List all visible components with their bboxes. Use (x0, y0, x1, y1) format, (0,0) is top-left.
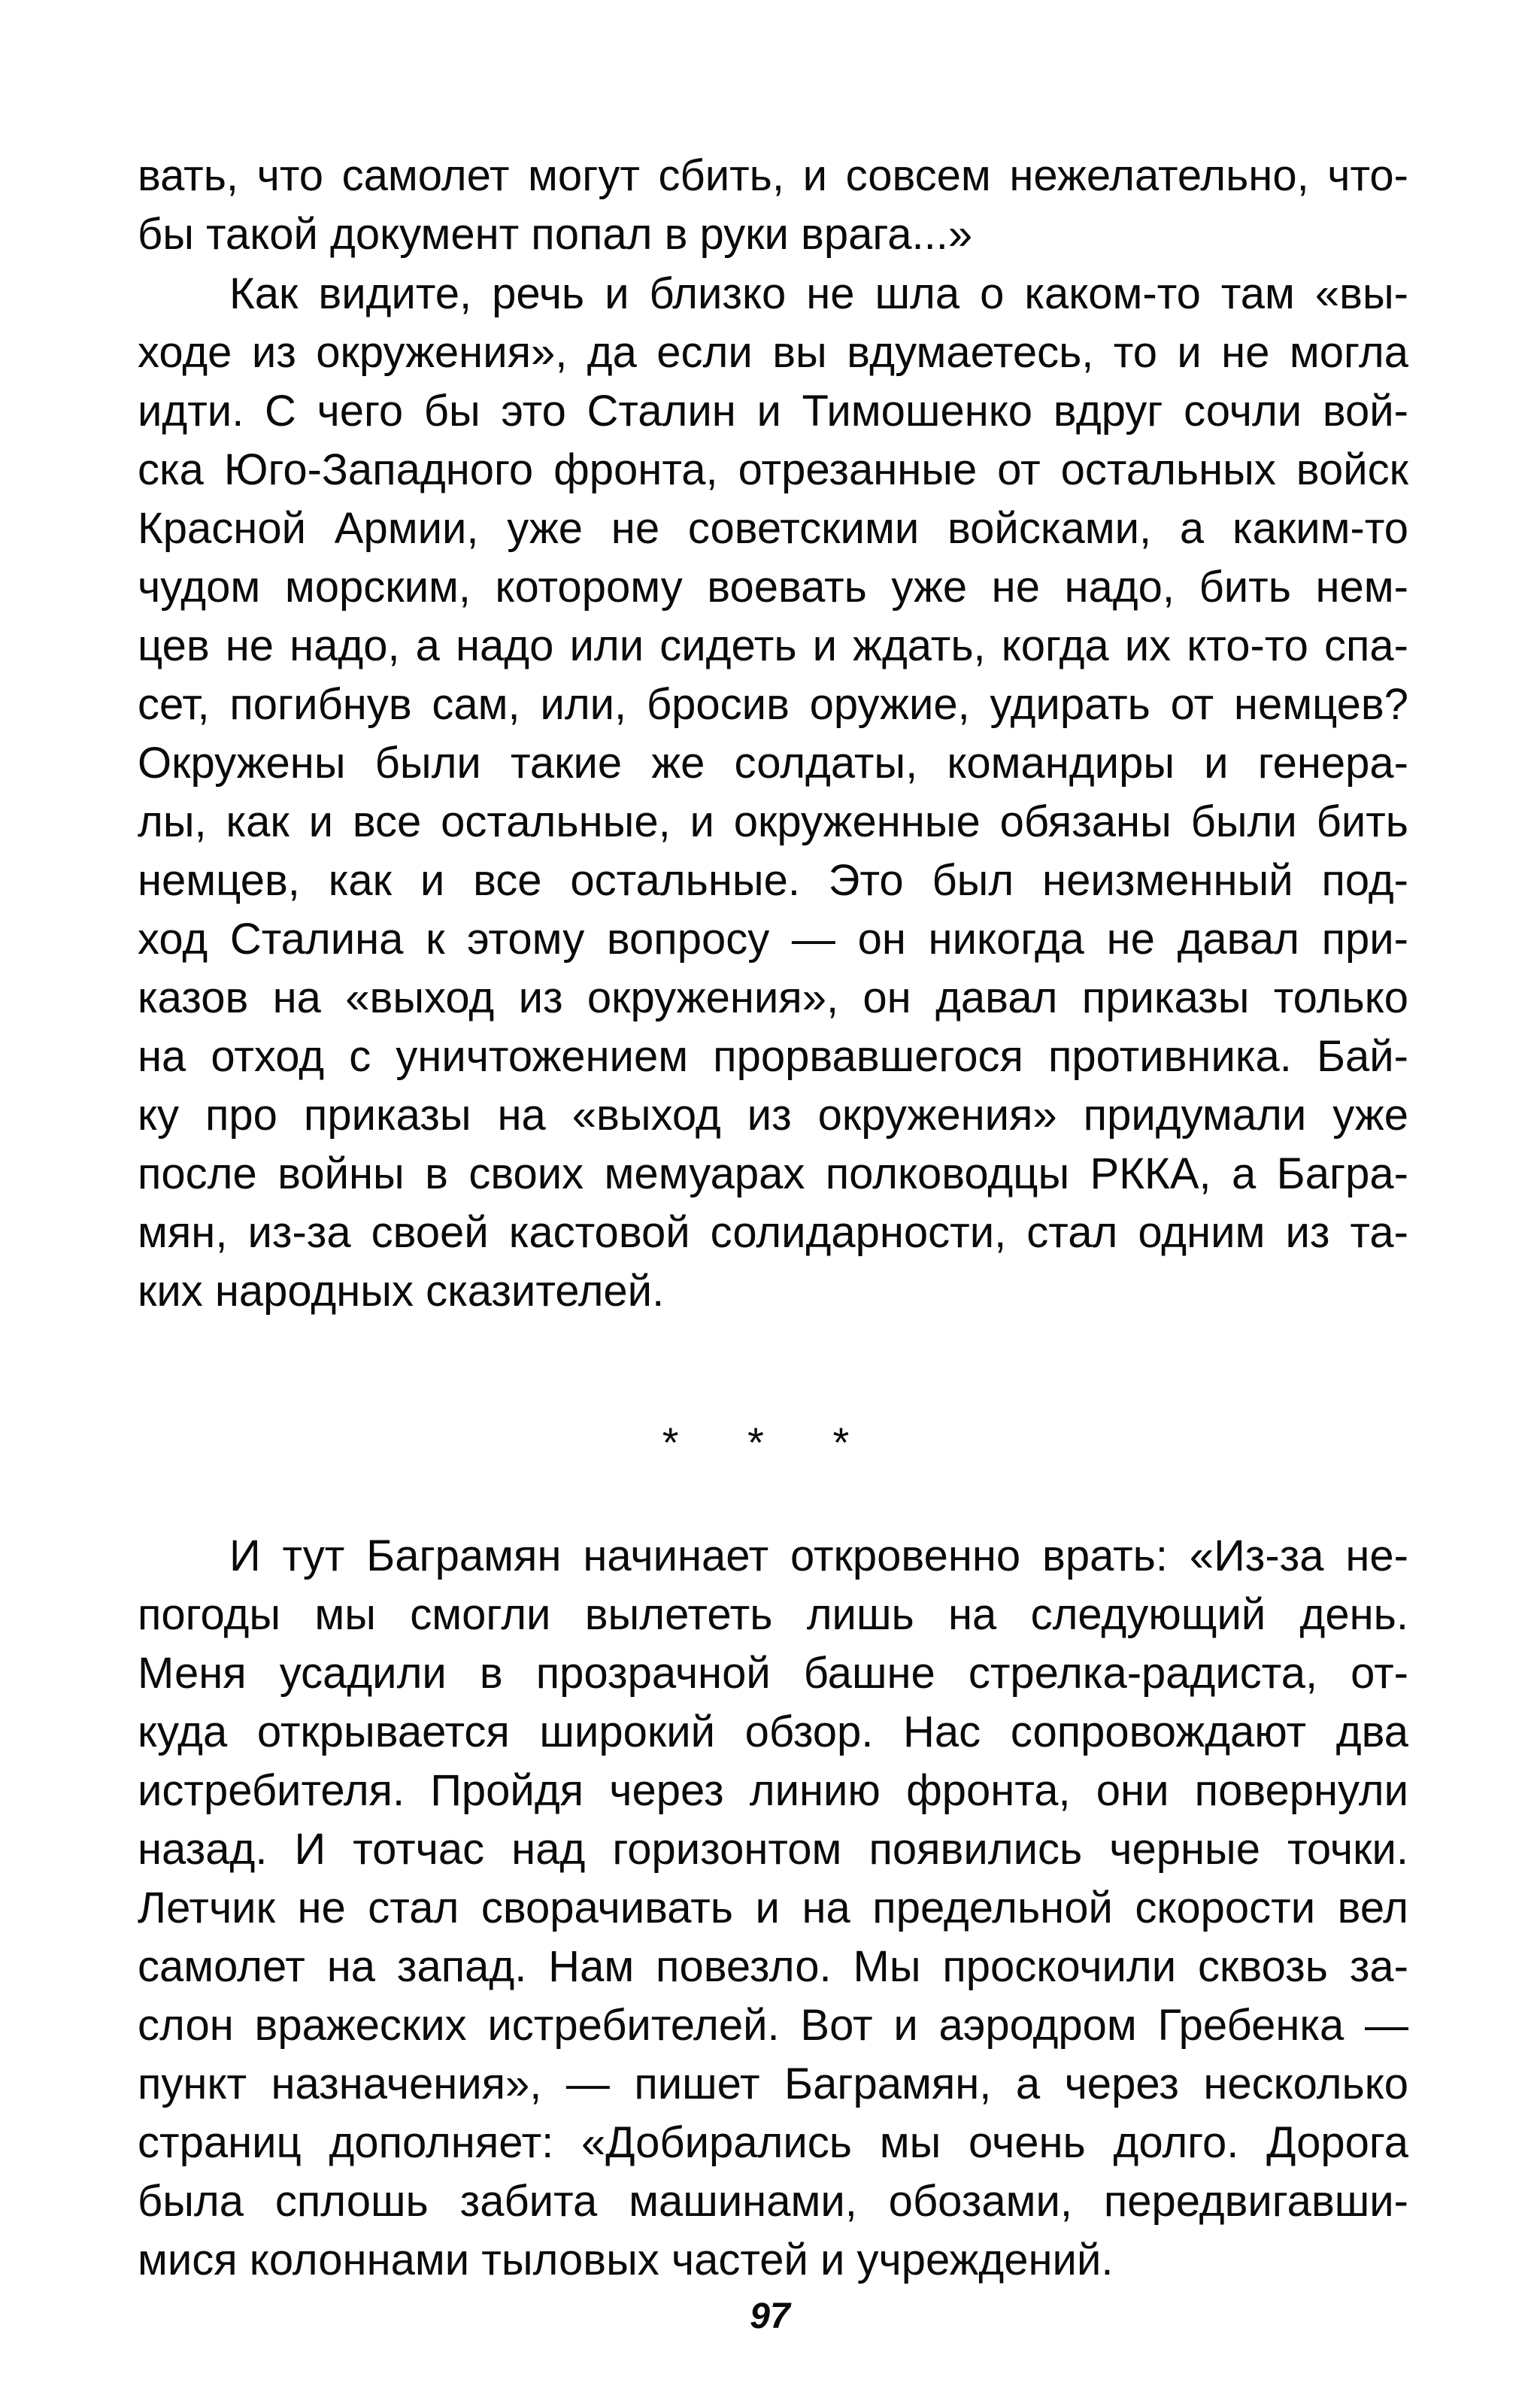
text-line: слон вражеских истребителей. Вот и аэродром Гребенка — (138, 2001, 1408, 2050)
text-line: лы, как и все остальные, и окруженные обязаны были бить (138, 797, 1408, 846)
text-line: цев не надо, а надо или сидеть и ждать, когда их кто-то спа- (138, 621, 1408, 670)
text-line: Красной Армии, уже не советскими войсками, а каким-то (138, 504, 1408, 553)
text-line: чудом морским, которому воевать уже не надо, бить нем- (138, 563, 1408, 612)
text-line: сет, погибнув сам, или, бросив оружие, удирать от немцев? (138, 680, 1408, 729)
text-line: самолет на запад. Нам повезло. Мы проскочили сквозь за- (138, 1942, 1408, 1991)
text-line: погоды мы смогли вылететь лишь на следующий день. (138, 1590, 1408, 1639)
text-line: назад. И тотчас над горизонтом появились черные точки. (138, 1825, 1408, 1874)
text-line: страниц дополняет: «Добирались мы очень долго. Дорога (138, 2118, 1408, 2167)
text-line: мян, из-за своей кастовой солидарности, стал одним из та- (138, 1208, 1408, 1257)
text-line: ких народных сказителей. (138, 1267, 665, 1316)
text-line: ходе из окружения», да если вы вдумаетесь, то и не могла (138, 328, 1408, 377)
text-line: куда открывается широкий обзор. Нас сопровождают два (138, 1707, 1408, 1756)
text-line: вать, что самолет могут сбить, и совсем нежелательно, что- (138, 151, 1408, 200)
text-line: ку про приказы на «выход из окружения» придумали уже (138, 1091, 1408, 1140)
text-line: ход Сталина к этому вопросу — он никогда не давал при- (138, 915, 1408, 964)
text-line: Меня усадили в прозрачной башне стрелка-радиста, от- (138, 1649, 1408, 1698)
text-line: немцев, как и все остальные. Это был неизменный под- (138, 856, 1408, 905)
text-line: после войны в своих мемуарах полководцы РККА, а Багра- (138, 1149, 1408, 1198)
section-separator: * * * (662, 1419, 878, 1466)
page-number: 97 (750, 2296, 790, 2336)
text-line: бы такой документ попал в руки врага...» (138, 210, 973, 259)
text-line: Летчик не стал сворачивать и на предельной скорости вел (138, 1883, 1408, 1932)
text-line: пункт назначения», — пишет Баграмян, а через несколько (138, 2059, 1408, 2108)
text-line: истребителя. Пройдя через линию фронта, они повернули (138, 1766, 1408, 1815)
text-line: Окружены были такие же солдаты, командиры и генера- (138, 739, 1408, 788)
text-line: на отход с уничтожением прорвавшегося противника. Бай- (138, 1032, 1408, 1081)
text-line: идти. С чего бы это Сталин и Тимошенко вдруг сочли вой- (138, 387, 1408, 436)
text-line: И тут Баграмян начинает откровенно врать: «Из-за не- (229, 1531, 1408, 1580)
text-line: была сплошь забита машинами, обозами, передвигавши- (138, 2177, 1408, 2226)
text-line: мися колоннами тыловых частей и учреждений. (138, 2236, 1114, 2284)
text-line: Как видите, речь и близко не шла о каком-то там «вы- (229, 269, 1408, 318)
text-line: ска Юго-Западного фронта, отрезанные от остальных войск (138, 445, 1408, 494)
text-line: казов на «выход из окружения», он давал приказы только (138, 973, 1408, 1022)
